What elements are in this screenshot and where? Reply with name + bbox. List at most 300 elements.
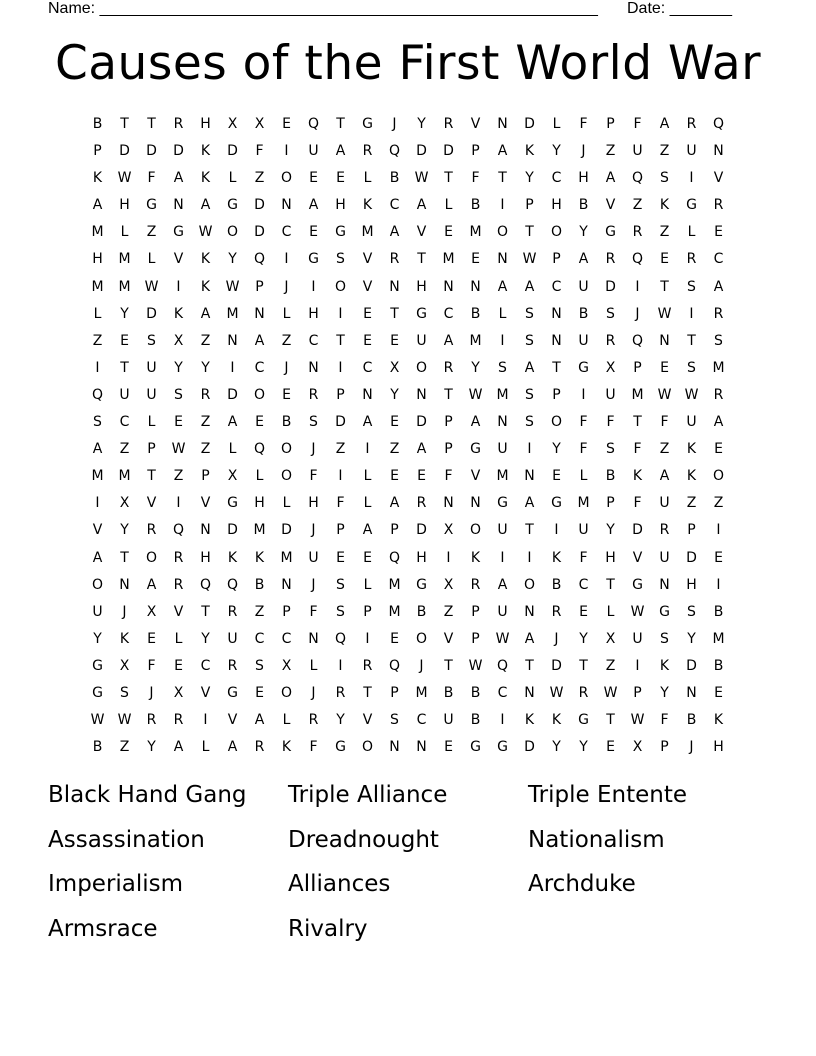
grid-letter[interactable]: F (147, 657, 156, 674)
grid-letter[interactable]: D (227, 522, 238, 539)
grid-letter[interactable]: U (686, 414, 697, 431)
grid-letter[interactable]: U (146, 386, 157, 403)
grid-letter[interactable]: B (389, 170, 400, 187)
grid-letter[interactable]: Q (307, 116, 320, 132)
grid-letter[interactable]: U (92, 603, 103, 620)
grid-letter[interactable]: S (390, 712, 399, 729)
grid-letter[interactable]: I (284, 251, 289, 268)
grid-letter[interactable]: H (416, 278, 427, 295)
grid-letter[interactable]: I (500, 197, 505, 214)
grid-letter[interactable]: Y (579, 630, 588, 647)
grid-letter[interactable]: Y (552, 739, 561, 756)
grid-letter[interactable]: O (145, 549, 158, 566)
grid-letter[interactable]: T (336, 332, 345, 349)
grid-letter[interactable]: S (147, 332, 156, 349)
grid-letter[interactable]: E (255, 414, 264, 431)
grid-letter[interactable]: A (254, 712, 265, 729)
grid-letter[interactable]: M (496, 468, 509, 485)
grid-letter[interactable]: B (470, 712, 481, 729)
grid-letter[interactable]: V (173, 603, 184, 620)
grid-letter[interactable]: D (686, 657, 697, 674)
grid-letter[interactable]: K (92, 170, 103, 187)
grid-letter[interactable]: E (714, 684, 723, 701)
grid-letter[interactable]: U (146, 359, 157, 376)
grid-letter[interactable]: G (497, 495, 508, 512)
grid-letter[interactable]: J (311, 576, 316, 593)
grid-letter[interactable]: D (524, 116, 535, 132)
grid-letter[interactable]: R (605, 332, 616, 349)
grid-letter[interactable]: G (227, 495, 238, 512)
grid-letter[interactable]: E (309, 224, 318, 241)
grid-letter[interactable]: T (525, 657, 534, 674)
grid-letter[interactable]: Y (147, 739, 156, 756)
grid-letter[interactable]: K (173, 305, 184, 322)
grid-letter[interactable]: G (362, 116, 373, 132)
grid-letter[interactable]: V (362, 712, 373, 729)
grid-letter[interactable]: Z (389, 441, 400, 458)
grid-letter[interactable]: P (93, 143, 102, 160)
grid-letter[interactable]: E (390, 468, 399, 485)
grid-letter[interactable]: B (92, 116, 103, 132)
grid-letter[interactable]: F (309, 603, 318, 620)
grid-letter[interactable]: Z (605, 143, 616, 160)
grid-letter[interactable]: S (336, 603, 345, 620)
grid-letter[interactable]: Z (335, 441, 346, 458)
grid-letter[interactable]: D (173, 143, 184, 160)
grid-letter[interactable]: P (471, 603, 480, 620)
grid-letter[interactable]: S (498, 359, 507, 376)
grid-letter[interactable]: T (147, 116, 156, 132)
grid-letter[interactable]: U (578, 332, 589, 349)
grid-letter[interactable]: K (362, 197, 373, 214)
grid-letter[interactable]: I (338, 657, 343, 674)
grid-letter[interactable]: G (632, 576, 643, 593)
grid-letter[interactable]: W (657, 305, 672, 322)
grid-letter[interactable]: B (605, 468, 616, 485)
grid-letter[interactable]: O (253, 386, 266, 403)
grid-letter[interactable]: J (311, 441, 316, 458)
grid-letter[interactable]: D (227, 143, 238, 160)
grid-letter[interactable]: N (416, 386, 427, 403)
grid-letter[interactable]: D (416, 143, 427, 160)
grid-letter[interactable]: R (254, 739, 265, 756)
grid-letter[interactable]: K (659, 197, 670, 214)
grid-letter[interactable]: C (200, 657, 211, 674)
grid-letter[interactable]: S (309, 414, 318, 431)
grid-letter[interactable]: I (176, 495, 181, 512)
grid-letter[interactable]: P (660, 739, 669, 756)
grid-letter[interactable]: S (714, 332, 723, 349)
grid-letter[interactable]: A (470, 414, 481, 431)
grid-letter[interactable]: P (282, 603, 291, 620)
grid-letter[interactable]: M (388, 603, 401, 620)
grid-letter[interactable]: N (254, 305, 265, 322)
grid-letter[interactable]: V (200, 684, 211, 701)
grid-letter[interactable]: S (606, 305, 615, 322)
grid-letter[interactable]: K (551, 549, 562, 566)
grid-letter[interactable]: H (254, 495, 265, 512)
grid-letter[interactable]: T (606, 712, 615, 729)
grid-letter[interactable]: B (551, 576, 562, 593)
grid-letter[interactable]: E (390, 630, 399, 647)
grid-letter[interactable]: R (362, 657, 373, 674)
grid-letter[interactable]: P (255, 278, 264, 295)
grid-letter[interactable]: E (255, 684, 264, 701)
grid-letter[interactable]: P (687, 522, 696, 539)
grid-letter[interactable]: W (522, 251, 537, 268)
grid-letter[interactable]: L (363, 468, 372, 485)
grid-letter[interactable]: I (230, 359, 235, 376)
grid-letter[interactable]: H (119, 197, 130, 214)
grid-letter[interactable]: P (633, 359, 642, 376)
grid-letter[interactable]: T (201, 603, 210, 620)
grid-letter[interactable]: I (500, 712, 505, 729)
grid-letter[interactable]: V (173, 251, 184, 268)
grid-letter[interactable]: V (416, 224, 427, 241)
grid-letter[interactable]: Q (388, 143, 401, 160)
grid-letter[interactable]: E (714, 549, 723, 566)
grid-letter[interactable]: J (149, 684, 154, 701)
grid-letter[interactable]: N (443, 278, 454, 295)
grid-letter[interactable]: N (524, 684, 535, 701)
grid-letter[interactable]: W (468, 657, 483, 674)
grid-letter[interactable]: L (579, 468, 588, 485)
grid-letter[interactable]: Q (631, 251, 644, 268)
grid-letter[interactable]: W (495, 630, 510, 647)
grid-letter[interactable]: U (632, 630, 643, 647)
grid-letter[interactable]: Q (253, 251, 266, 268)
grid-letter[interactable]: S (660, 630, 669, 647)
grid-letter[interactable]: A (92, 441, 103, 458)
grid-letter[interactable]: B (281, 414, 292, 431)
grid-letter[interactable]: D (632, 522, 643, 539)
grid-letter[interactable]: M (280, 549, 293, 566)
grid-letter[interactable]: L (363, 495, 372, 512)
grid-letter[interactable]: P (444, 414, 453, 431)
grid-letter[interactable]: R (335, 684, 346, 701)
grid-letter[interactable]: Q (226, 576, 239, 593)
grid-letter[interactable]: V (362, 278, 373, 295)
grid-letter[interactable]: L (552, 116, 561, 132)
grid-letter[interactable]: S (525, 305, 534, 322)
grid-letter[interactable]: G (92, 684, 103, 701)
grid-letter[interactable]: E (174, 414, 183, 431)
grid-letter[interactable]: N (659, 332, 670, 349)
grid-letter[interactable]: T (417, 251, 426, 268)
grid-letter[interactable]: X (119, 657, 130, 674)
grid-letter[interactable]: P (444, 441, 453, 458)
grid-letter[interactable]: S (687, 359, 696, 376)
grid-letter[interactable]: M (442, 251, 455, 268)
grid-letter[interactable]: C (713, 251, 724, 268)
grid-letter[interactable]: T (444, 170, 453, 187)
grid-letter[interactable]: T (633, 414, 642, 431)
grid-letter[interactable]: E (309, 170, 318, 187)
grid-letter[interactable]: N (713, 143, 724, 160)
grid-letter[interactable]: X (605, 630, 616, 647)
grid-letter[interactable]: X (173, 332, 184, 349)
grid-letter[interactable]: D (254, 197, 265, 214)
grid-letter[interactable]: U (632, 143, 643, 160)
grid-letter[interactable]: D (524, 739, 535, 756)
grid-letter[interactable]: F (579, 549, 588, 566)
grid-letter[interactable]: C (254, 359, 265, 376)
grid-letter[interactable]: L (147, 414, 156, 431)
grid-letter[interactable]: C (281, 630, 292, 647)
grid-letter[interactable]: A (605, 170, 616, 187)
grid-letter[interactable]: D (227, 386, 238, 403)
grid-letter[interactable]: A (524, 278, 535, 295)
grid-letter[interactable]: I (689, 305, 694, 322)
grid-letter[interactable]: E (282, 116, 291, 132)
grid-letter[interactable]: H (686, 576, 697, 593)
grid-letter[interactable]: G (416, 576, 427, 593)
grid-letter[interactable]: T (660, 278, 669, 295)
grid-letter[interactable]: T (444, 657, 453, 674)
grid-letter[interactable]: I (365, 441, 370, 458)
grid-letter[interactable]: X (632, 739, 643, 756)
grid-letter[interactable]: K (524, 712, 535, 729)
grid-letter[interactable]: N (470, 495, 481, 512)
grid-letter[interactable]: Q (388, 549, 401, 566)
grid-letter[interactable]: E (444, 739, 453, 756)
grid-letter[interactable]: I (338, 359, 343, 376)
grid-letter[interactable]: T (336, 116, 345, 132)
grid-letter[interactable]: O (712, 468, 725, 485)
grid-letter[interactable]: W (414, 170, 429, 187)
grid-letter[interactable]: P (201, 468, 210, 485)
grid-letter[interactable]: T (525, 522, 534, 539)
grid-letter[interactable]: O (550, 414, 563, 431)
grid-letter[interactable]: R (173, 116, 184, 132)
grid-letter[interactable]: I (635, 657, 640, 674)
grid-letter[interactable]: Q (631, 170, 644, 187)
grid-letter[interactable]: S (336, 576, 345, 593)
grid-letter[interactable]: X (119, 495, 130, 512)
grid-letter[interactable]: U (416, 332, 427, 349)
grid-letter[interactable]: S (93, 414, 102, 431)
grid-letter[interactable]: Y (606, 522, 615, 539)
grid-letter[interactable]: W (225, 278, 240, 295)
grid-letter[interactable]: O (523, 576, 536, 593)
grid-letter[interactable]: Q (172, 522, 185, 539)
grid-letter[interactable]: K (200, 143, 211, 160)
grid-letter[interactable]: U (308, 143, 319, 160)
grid-letter[interactable]: R (686, 116, 697, 132)
grid-letter[interactable]: J (392, 116, 397, 132)
grid-letter[interactable]: W (171, 441, 186, 458)
grid-letter[interactable]: P (336, 386, 345, 403)
grid-letter[interactable]: V (92, 522, 103, 539)
grid-letter[interactable]: Y (525, 170, 534, 187)
grid-letter[interactable]: A (389, 495, 400, 512)
grid-letter[interactable]: I (635, 278, 640, 295)
grid-letter[interactable]: E (363, 549, 372, 566)
grid-letter[interactable]: R (173, 576, 184, 593)
grid-letter[interactable]: A (713, 414, 724, 431)
grid-letter[interactable]: F (606, 414, 615, 431)
grid-letter[interactable]: R (659, 522, 670, 539)
grid-letter[interactable]: R (173, 712, 184, 729)
grid-letter[interactable]: R (227, 603, 238, 620)
grid-letter[interactable]: J (689, 739, 694, 756)
grid-letter[interactable]: F (633, 116, 642, 132)
grid-letter[interactable]: T (687, 332, 696, 349)
grid-letter[interactable]: N (497, 414, 508, 431)
grid-letter[interactable]: Q (334, 630, 347, 647)
grid-letter[interactable]: B (92, 739, 103, 756)
grid-letter[interactable]: B (713, 657, 724, 674)
grid-letter[interactable]: W (144, 278, 159, 295)
grid-letter[interactable]: I (203, 712, 208, 729)
grid-letter[interactable]: R (200, 386, 211, 403)
grid-letter[interactable]: W (90, 712, 105, 729)
grid-letter[interactable]: Y (660, 684, 669, 701)
grid-letter[interactable]: R (578, 684, 589, 701)
grid-letter[interactable]: D (254, 224, 265, 241)
grid-letter[interactable]: D (605, 278, 616, 295)
grid-letter[interactable]: N (281, 197, 292, 214)
grid-letter[interactable]: E (363, 305, 372, 322)
grid-letter[interactable]: G (686, 197, 697, 214)
grid-letter[interactable]: P (336, 522, 345, 539)
grid-letter[interactable]: K (200, 170, 211, 187)
grid-letter[interactable]: Z (659, 143, 670, 160)
grid-letter[interactable]: T (363, 684, 372, 701)
grid-letter[interactable]: A (146, 576, 157, 593)
grid-letter[interactable]: L (363, 576, 372, 593)
grid-letter[interactable]: A (200, 197, 211, 214)
grid-letter[interactable]: C (551, 170, 562, 187)
grid-letter[interactable]: O (280, 468, 293, 485)
grid-letter[interactable]: P (390, 522, 399, 539)
grid-letter[interactable]: R (713, 305, 724, 322)
grid-letter[interactable]: R (686, 251, 697, 268)
grid-letter[interactable]: M (712, 359, 725, 376)
grid-letter[interactable]: K (200, 251, 211, 268)
grid-letter[interactable]: E (660, 251, 669, 268)
grid-letter[interactable]: E (390, 332, 399, 349)
grid-letter[interactable]: B (470, 305, 481, 322)
grid-letter[interactable]: K (281, 739, 292, 756)
grid-letter[interactable]: A (416, 441, 427, 458)
grid-letter[interactable]: D (335, 414, 346, 431)
grid-letter[interactable]: M (469, 332, 482, 349)
grid-letter[interactable]: V (605, 197, 616, 214)
grid-letter[interactable]: J (635, 305, 640, 322)
grid-letter[interactable]: L (444, 197, 453, 214)
grid-letter[interactable]: T (525, 224, 534, 241)
grid-letter[interactable]: M (118, 468, 131, 485)
grid-letter[interactable]: X (227, 116, 238, 132)
grid-letter[interactable]: I (338, 305, 343, 322)
grid-letter[interactable]: D (146, 305, 157, 322)
grid-letter[interactable]: B (470, 684, 481, 701)
grid-letter[interactable]: P (633, 684, 642, 701)
grid-letter[interactable]: G (146, 197, 157, 214)
grid-letter[interactable]: T (579, 657, 588, 674)
grid-letter[interactable]: H (578, 170, 589, 187)
grid-letter[interactable]: Z (281, 332, 292, 349)
grid-letter[interactable]: A (92, 197, 103, 214)
grid-letter[interactable]: Z (146, 224, 157, 241)
grid-letter[interactable]: R (227, 657, 238, 674)
grid-letter[interactable]: R (308, 712, 319, 729)
grid-letter[interactable]: N (389, 739, 400, 756)
grid-letter[interactable]: F (579, 414, 588, 431)
grid-letter[interactable]: T (552, 359, 561, 376)
grid-letter[interactable]: M (469, 224, 482, 241)
grid-letter[interactable]: S (255, 657, 264, 674)
grid-letter[interactable]: V (146, 495, 157, 512)
grid-letter[interactable]: C (254, 630, 265, 647)
grid-letter[interactable]: F (633, 441, 642, 458)
grid-letter[interactable]: D (119, 143, 130, 160)
grid-letter[interactable]: J (284, 359, 289, 376)
grid-letter[interactable]: I (716, 576, 721, 593)
grid-letter[interactable]: A (524, 359, 535, 376)
grid-letter[interactable]: E (390, 414, 399, 431)
grid-letter[interactable]: S (525, 414, 534, 431)
grid-letter[interactable]: G (308, 251, 319, 268)
grid-letter[interactable]: E (336, 549, 345, 566)
grid-letter[interactable]: S (525, 332, 534, 349)
grid-letter[interactable]: L (282, 495, 291, 512)
grid-letter[interactable]: I (284, 143, 289, 160)
grid-letter[interactable]: H (92, 251, 103, 268)
grid-letter[interactable]: N (389, 278, 400, 295)
grid-letter[interactable]: H (335, 197, 346, 214)
grid-letter[interactable]: C (416, 712, 427, 729)
grid-letter[interactable]: J (554, 630, 559, 647)
grid-letter[interactable]: S (120, 684, 129, 701)
grid-letter[interactable]: K (200, 278, 211, 295)
grid-letter[interactable]: Y (390, 386, 399, 403)
grid-letter[interactable]: A (497, 278, 508, 295)
grid-letter[interactable]: K (632, 468, 643, 485)
grid-letter[interactable]: N (173, 197, 184, 214)
grid-letter[interactable]: N (227, 332, 238, 349)
grid-letter[interactable]: F (579, 441, 588, 458)
grid-letter[interactable]: K (686, 441, 697, 458)
grid-letter[interactable]: W (603, 684, 618, 701)
grid-letter[interactable]: C (119, 414, 130, 431)
grid-letter[interactable]: O (334, 278, 347, 295)
grid-letter[interactable]: Q (496, 657, 509, 674)
grid-letter[interactable]: R (605, 251, 616, 268)
grid-letter[interactable]: Y (120, 305, 129, 322)
grid-letter[interactable]: M (118, 251, 131, 268)
grid-letter[interactable]: Z (713, 495, 724, 512)
grid-letter[interactable]: J (311, 522, 316, 539)
grid-letter[interactable]: S (174, 386, 183, 403)
grid-letter[interactable]: A (524, 495, 535, 512)
grid-letter[interactable]: I (338, 468, 343, 485)
grid-letter[interactable]: A (497, 576, 508, 593)
grid-letter[interactable]: X (254, 116, 265, 132)
grid-letter[interactable]: E (444, 224, 453, 241)
grid-letter[interactable]: B (686, 712, 697, 729)
grid-letter[interactable]: A (254, 332, 265, 349)
grid-letter[interactable]: W (630, 603, 645, 620)
grid-letter[interactable]: E (606, 739, 615, 756)
grid-letter[interactable]: K (659, 657, 670, 674)
grid-letter[interactable]: R (443, 116, 454, 132)
grid-letter[interactable]: A (200, 305, 211, 322)
grid-letter[interactable]: K (551, 712, 562, 729)
grid-letter[interactable]: I (527, 549, 532, 566)
grid-letter[interactable]: E (147, 630, 156, 647)
